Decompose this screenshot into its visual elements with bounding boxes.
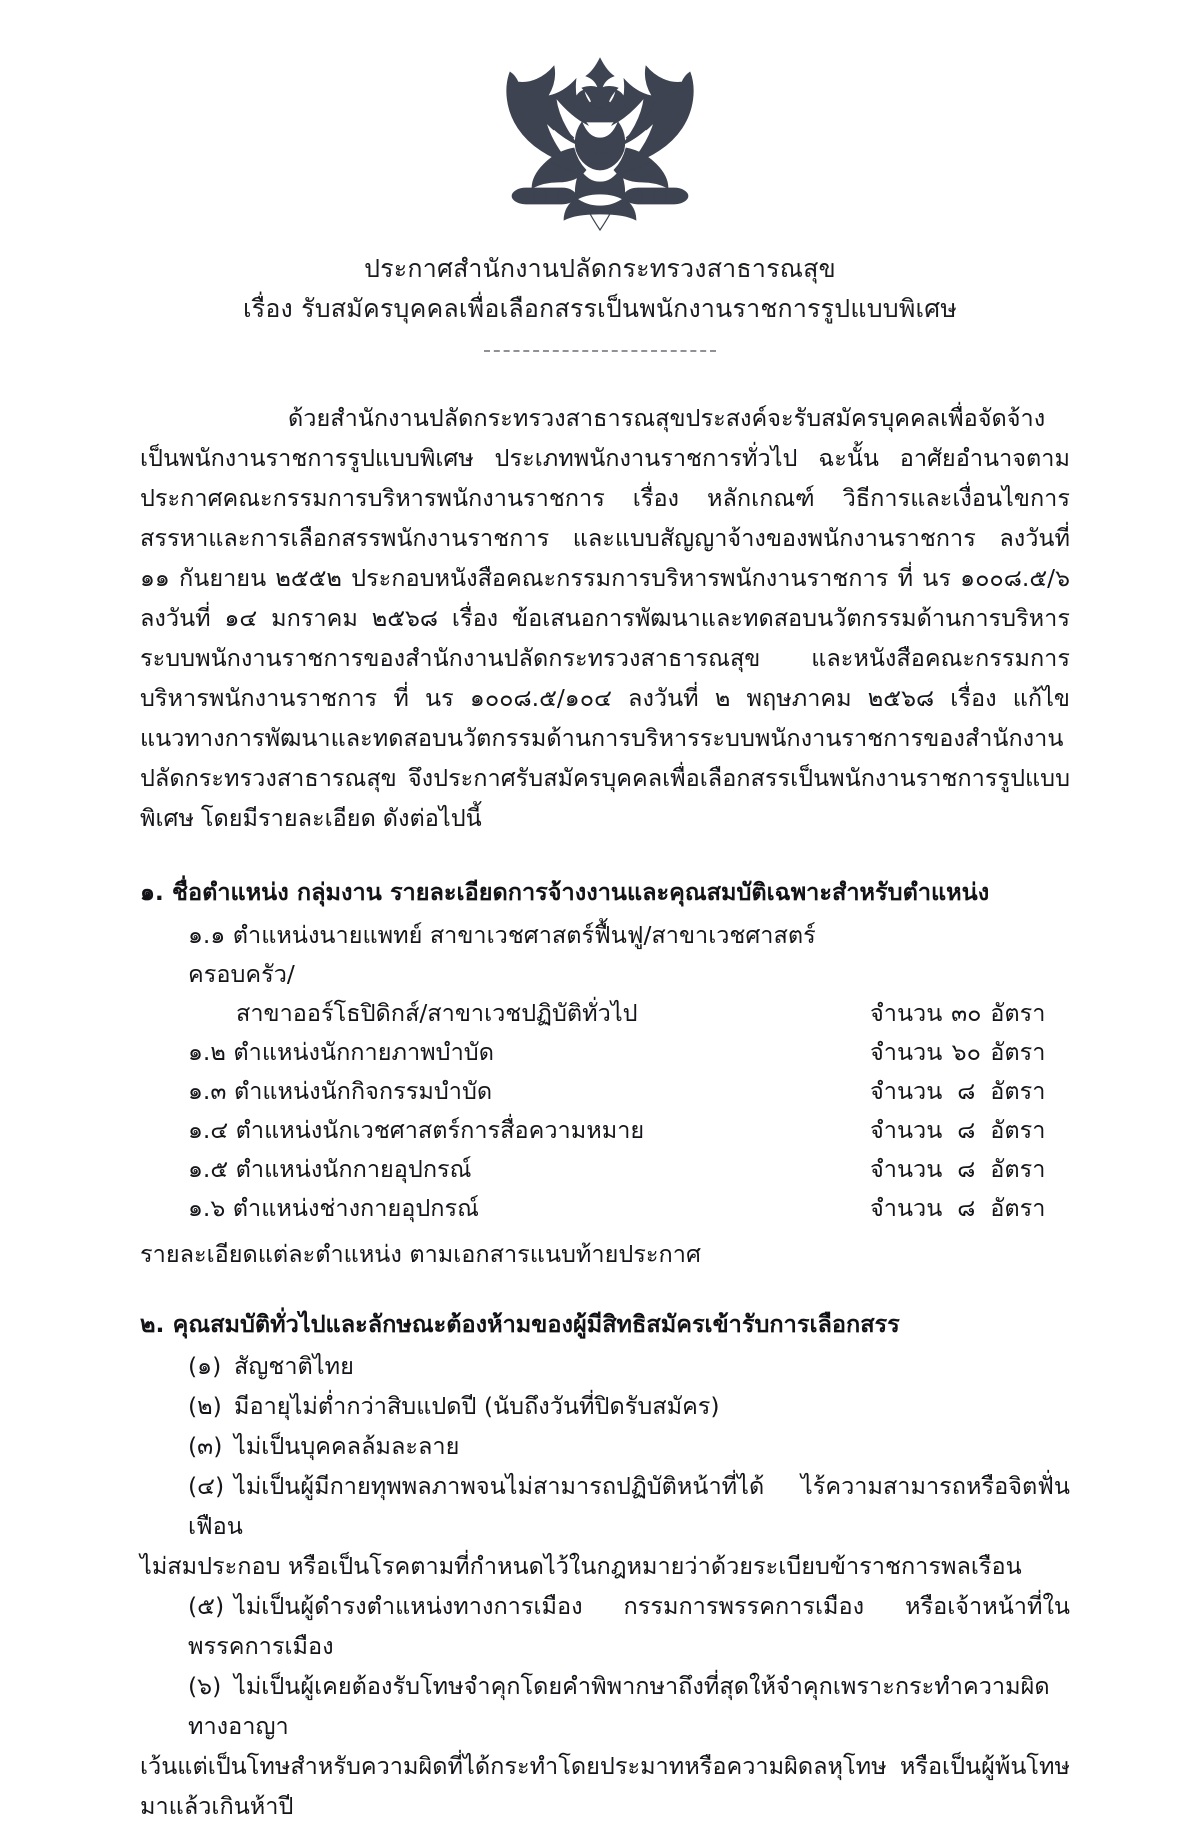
position-name: ตำแหน่งนักกายภาพบำบัด [233, 1038, 494, 1067]
quantity-word: จำนวน [870, 1038, 943, 1067]
title-divider [484, 350, 716, 352]
position-detail-note: รายละเอียดแต่ละตำแหน่ง ตามเอกสารแนบท้ายประกาศ [140, 1240, 701, 1269]
garuda-emblem [496, 44, 704, 236]
quantity-word: จำนวน [870, 1077, 943, 1106]
item-marker: (๕) [188, 1592, 225, 1621]
position-number: ๑.๕ [188, 1155, 229, 1184]
qualification-item [140, 1466, 1070, 1586]
position-label [140, 916, 866, 1033]
item-text: มีอายุไม่ต่ำกว่าสิบแปดปี (นับถึงวันที่ปิดรับสมัคร) [234, 1392, 720, 1421]
position-row [140, 916, 1070, 1033]
position-name: ตำแหน่งนักกิจกรรมบำบัด [233, 1077, 493, 1106]
qualification-item [140, 1666, 1070, 1826]
item-text-continued: เว้นแต่เป็นโทษสำหรับความผิดที่ได้กระทำโดยประมาทหรือความผิดลหุโทษ หรือเป็นผู้พ้นโทษมาแล้วเกินห้าปี [140, 1752, 1070, 1821]
position-quantity [866, 1072, 1070, 1111]
quantity-unit: อัตรา [990, 999, 1046, 1028]
qualification-item [140, 1426, 1070, 1466]
item-marker: (๖) [188, 1672, 222, 1701]
position-label [140, 1033, 866, 1072]
emblem-container [0, 0, 1200, 236]
position-label [140, 1072, 866, 1111]
position-name: ตำแหน่งนายแพทย์ สาขาเวชศาสตร์ฟื้นฟู/สาขาเวชศาสตร์ครอบครัว/ [188, 921, 816, 989]
position-number: ๑.๔ [188, 1116, 229, 1145]
item-text-continued: ไม่สมประกอบ หรือเป็นโรคตามที่กำหนดไว้ในกฎหมายว่าด้วยระเบียบข้าราชการพลเรือน [140, 1552, 1022, 1581]
quantity-value: ๖๐ [951, 1038, 981, 1067]
position-name-continued: สาขาออร์โธปิดิกส์/สาขาเวชปฏิบัติทั่วไป [236, 999, 638, 1028]
position-quantity [866, 1150, 1070, 1189]
position-name: ตำแหน่งนักเวชศาสตร์การสื่อความหมาย [235, 1116, 645, 1145]
position-quantity [866, 1189, 1070, 1228]
section-1-heading: ๑. ชื่อตำแหน่ง กลุ่มงาน รายละเอียดการจ้างงานและคุณสมบัติเฉพาะสำหรับตำแหน่ง [140, 878, 990, 907]
title-block [0, 250, 1200, 352]
position-number: ๑.๓ [188, 1077, 227, 1106]
quantity-value: ๘ [957, 1155, 976, 1184]
quantity-unit: อัตรา [990, 1116, 1046, 1145]
item-text: ไม่เป็นผู้มีกายทุพพลภาพจนไม่สามารถปฏิบัติหน้าที่ได้ ไร้ความสามารถหรือจิตฟั่นเฟือน [188, 1472, 1070, 1541]
quantity-unit: อัตรา [990, 1077, 1046, 1106]
position-label [140, 1189, 866, 1228]
quantity-value: ๘ [957, 1194, 976, 1223]
position-quantity [866, 994, 1070, 1033]
quantity-value: ๘ [957, 1077, 976, 1106]
position-row [140, 1150, 1070, 1189]
position-number: ๑.๑ [188, 921, 226, 950]
quantity-word: จำนวน [870, 999, 943, 1028]
item-text: ไม่เป็นผู้ดำรงตำแหน่งทางการเมือง กรรมการพรรคการเมือง หรือเจ้าหน้าที่ในพรรคการเมือง [188, 1592, 1070, 1661]
item-text: สัญชาติไทย [234, 1352, 354, 1381]
position-quantity [866, 1111, 1070, 1150]
position-row [140, 1072, 1070, 1111]
position-label [140, 1111, 866, 1150]
position-row [140, 1033, 1070, 1072]
position-row [140, 1189, 1070, 1228]
quantity-unit: อัตรา [990, 1155, 1046, 1184]
position-name: ตำแหน่งนักกายอุปกรณ์ [235, 1155, 472, 1184]
item-marker: (๓) [188, 1432, 223, 1461]
position-row [140, 1111, 1070, 1150]
preamble-paragraph: ด้วยสำนักงานปลัดกระทรวงสาธารณสุขประสงค์จะรับสมัครบุคคลเพื่อจัดจ้างเป็นพนักงานราชการรูปแบบพิเศษ ประเภทพนักงานราชการทั่วไป ฉะนั้น อาศัยอำนาจตามประกาศคณะกรรมการบริหารพนักงานราชการ เรื่อง หลักเกณฑ์ วิธีการและเงื่อนไขการสรรหาและการเลือกสรรพนักงานราชการ และแบบสัญญาจ้างของพนักงานราชการ ลงวันที่ ๑๑ กันยายน ๒๕๕๒ ประกอบหนังสือคณะกรรมการบริหารพนักงานราชการ ที่ นร ๑๐๐๘.๕/๖ ลงวันที่ ๑๔ มกราคม ๒๕๖๘ เรื่อง ข้อเสนอการพัฒนาและทดสอบนวัตกรรมด้านการบริหารระบบพนักงานราชการของสำนักงานปลัดกระทรวงสาธารณสุข และหนังสือคณะกรรมการบริหารพนักงานราชการ ที่ นร ๑๐๐๘.๕/๑๐๔ ลงวันที่ ๒ พฤษภาคม ๒๕๖๘ เรื่อง แก้ไขแนวทางการพัฒนาและทดสอบนวัตกรรมด้านการบริหารระบบพนักงานราชการของสำนักงานปลัดกระทรวงสาธารณสุข จึงประกาศรับสมัครบุคคลเพื่อเลือกสรรเป็นพนักงานราชการรูปแบบพิเศษ โดยมีรายละเอียด ดังต่อไปนี้ [140, 404, 1070, 833]
quantity-unit: อัตรา [990, 1038, 1046, 1067]
item-text: ไม่เป็นบุคคลล้มละลาย [234, 1432, 460, 1461]
page-subtitle: เรื่อง รับสมัครบุคคลเพื่อเลือกสรรเป็นพนักงานราชการรูปแบบพิเศษ [242, 293, 958, 323]
position-name: ตำแหน่งช่างกายอุปกรณ์ [232, 1194, 479, 1223]
quantity-value: ๓๐ [951, 999, 982, 1028]
item-marker: (๔) [188, 1472, 225, 1501]
item-text: ไม่เป็นผู้เคยต้องรับโทษจำคุกโดยคำพิพากษาถึงที่สุดให้จำคุกเพราะกระทำความผิดทางอาญา [188, 1672, 1050, 1741]
quantity-word: จำนวน [870, 1155, 943, 1184]
item-marker: (๑) [188, 1352, 222, 1381]
position-quantity [866, 1033, 1070, 1072]
quantity-word: จำนวน [870, 1116, 943, 1145]
qualification-item [140, 1586, 1070, 1666]
position-label [140, 1150, 866, 1189]
section-2-heading: ๒. คุณสมบัติทั่วไปและลักษณะต้องห้ามของผู้มีสิทธิสมัครเข้ารับการเลือกสรร [140, 1310, 900, 1339]
quantity-value: ๘ [957, 1116, 976, 1145]
quantity-unit: อัตรา [990, 1194, 1046, 1223]
qualification-item [140, 1346, 1070, 1386]
document-body [130, 398, 1070, 1826]
qualification-list [140, 1346, 1070, 1826]
position-list [140, 916, 1070, 1228]
page-title: ประกาศสำนักงานปลัดกระทรวงสาธารณสุข [364, 254, 836, 283]
position-number: ๑.๒ [188, 1038, 226, 1067]
position-number: ๑.๖ [188, 1194, 226, 1223]
qualification-item [140, 1386, 1070, 1426]
item-marker: (๒) [188, 1392, 222, 1421]
quantity-word: จำนวน [870, 1194, 943, 1223]
